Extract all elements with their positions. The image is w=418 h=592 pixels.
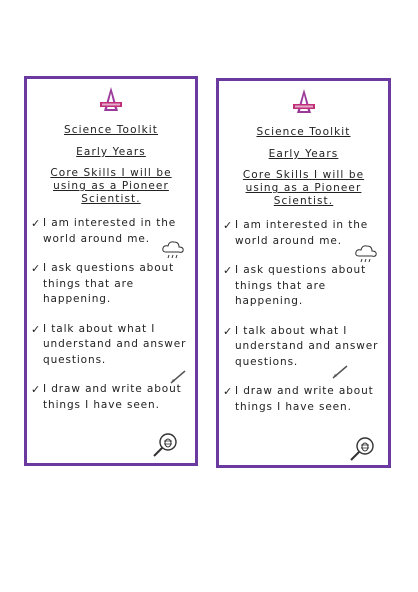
card-title: Science Toolkit: [63, 124, 159, 136]
list-item: [31, 382, 187, 413]
card-subtitle: Early Years: [268, 148, 339, 160]
skill-text: I draw and write about things I have seen.: [43, 383, 182, 411]
tick-icon: ✓: [223, 264, 234, 277]
skill-text: I am interested in the world around me.: [235, 219, 369, 247]
skill-text: I talk about what I understand and answer questions.: [235, 324, 379, 368]
list-item: [223, 324, 380, 371]
list-item: [31, 261, 187, 308]
skill-text: I draw and write about things I have seen.: [235, 385, 374, 413]
magnifying-glass-bug-icon: [348, 435, 376, 463]
card-heading: Core Skills I will be using as a Pioneer Scientist.: [242, 169, 365, 207]
pioneer-logo-icon: [289, 87, 319, 117]
tick-icon: ✓: [31, 262, 42, 275]
toolkit-card-2: [216, 78, 391, 468]
card-subtitle: Early Years: [76, 146, 146, 158]
skill-text: I am interested in the world around me.: [43, 217, 177, 245]
tick-icon: ✓: [223, 385, 234, 398]
card-title: Science Toolkit: [256, 126, 351, 138]
list-item: [223, 263, 380, 310]
list-item: [223, 384, 380, 415]
pencil-icon: [169, 369, 187, 385]
skill-text: I ask questions about things that are happening.: [235, 264, 367, 307]
tick-icon: ✓: [223, 219, 234, 232]
skill-text: I talk about what I understand and answer questions.: [43, 322, 187, 366]
tick-icon: ✓: [31, 217, 42, 230]
magnifying-glass-bug-icon: [151, 431, 179, 459]
rain-cloud-icon: [161, 239, 185, 261]
tick-icon: ✓: [223, 324, 234, 338]
pencil-icon: [331, 364, 349, 380]
toolkit-card-1: [24, 76, 198, 466]
tick-icon: ✓: [31, 322, 42, 336]
tick-icon: ✓: [31, 383, 42, 396]
card-heading: Core Skills I will be using as a Pioneer Scientist.: [50, 167, 172, 205]
skill-text: I ask questions about things that are happening.: [43, 262, 175, 305]
rain-cloud-icon: [354, 243, 378, 265]
list-item: [31, 322, 187, 369]
pioneer-logo-icon: [96, 85, 126, 115]
